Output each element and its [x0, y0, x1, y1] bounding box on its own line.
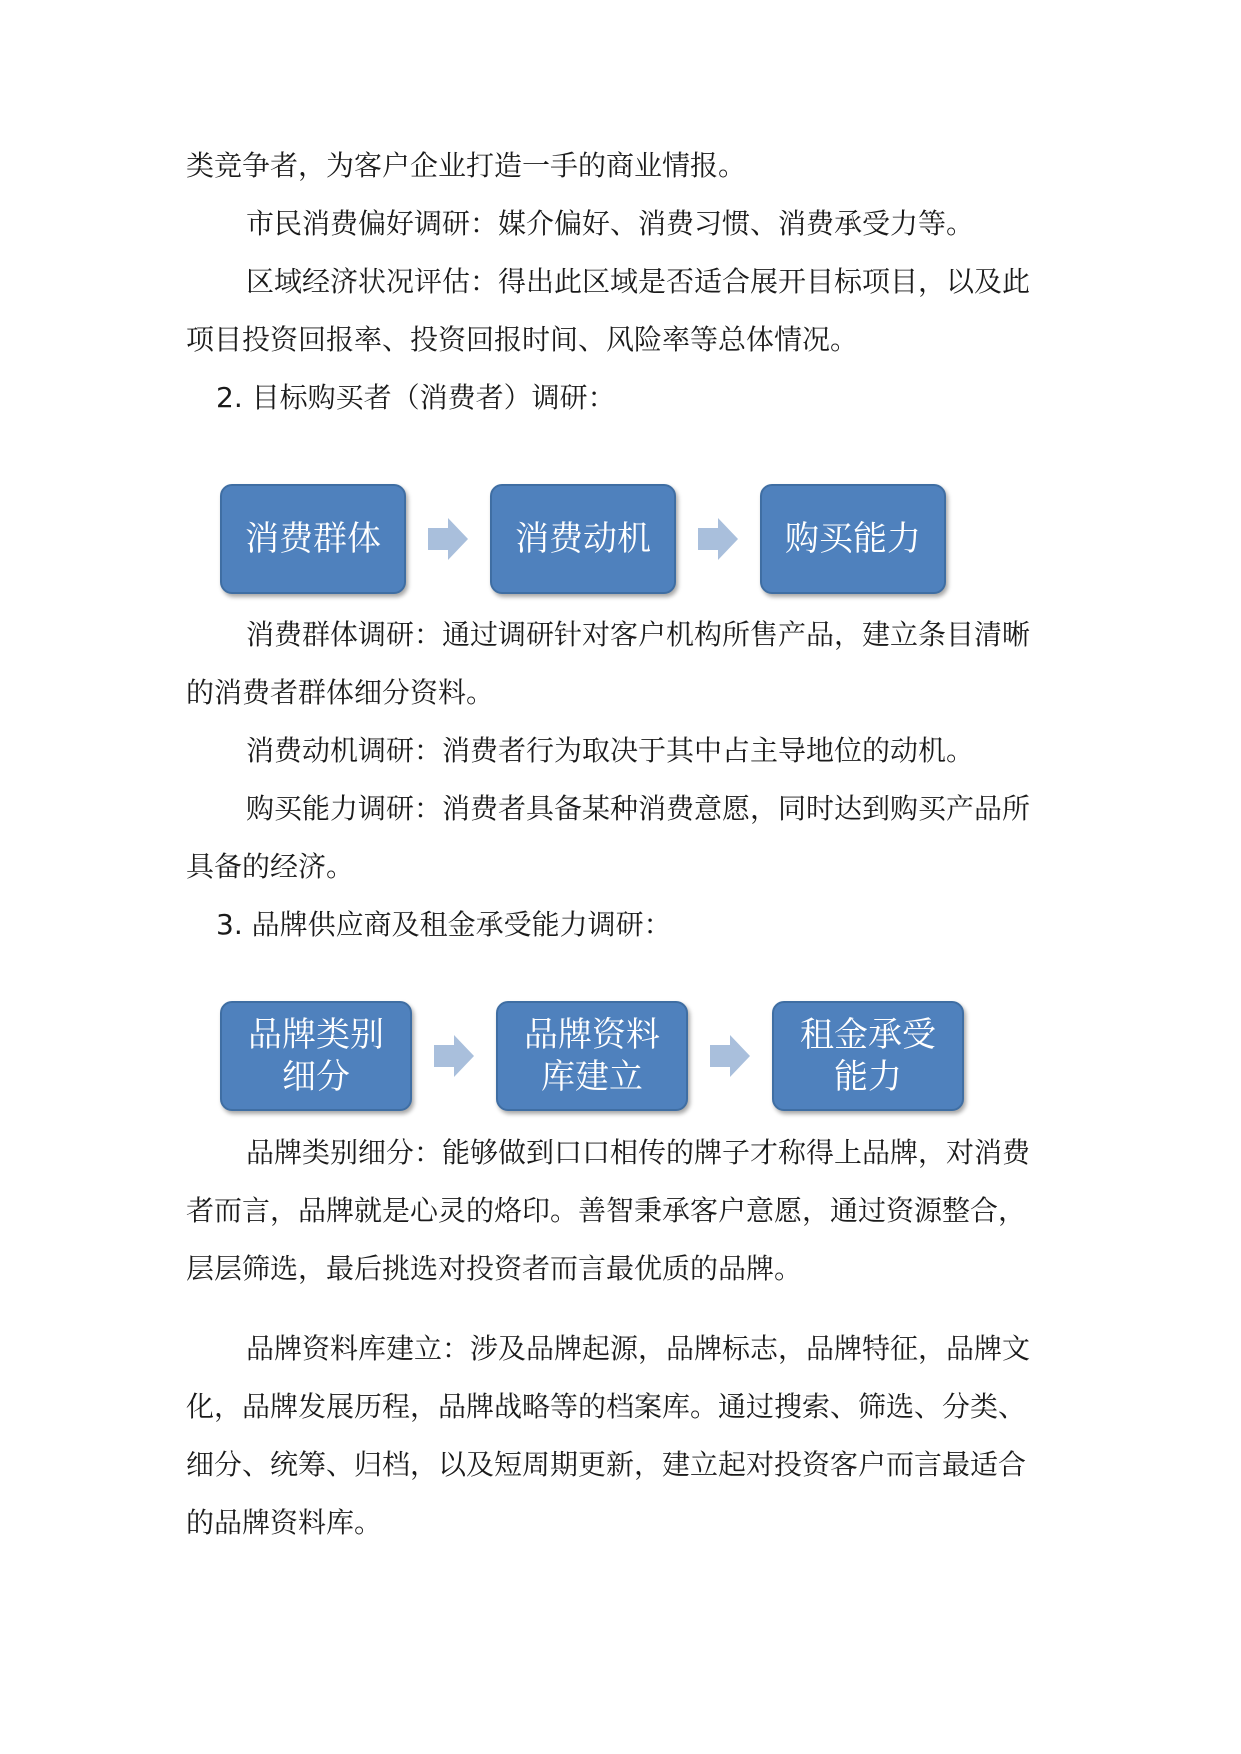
paragraph-brand-category-line2: 者而言，品牌就是心灵的烙印。善智秉承客户意愿，通过资源整合， — [186, 1194, 1027, 1227]
paragraph-brand-category-line3: 层层筛选，最后挑选对投资者而言最优质的品牌。 — [186, 1252, 803, 1285]
right-arrow-icon — [412, 1031, 496, 1081]
flow-step-brand-category: 品牌类别 细分 — [220, 1001, 412, 1111]
flow-step-brand-database: 品牌资料 库建立 — [496, 1001, 688, 1111]
paragraph-brand-category-line1: 品牌类别细分：能够做到口口相传的牌子才称得上品牌，对消费 — [246, 1136, 1031, 1169]
flow-step-consumer-group: 消费群体 — [220, 484, 406, 594]
paragraph-competitor-line: 类竞争者，为客户企业打造一手的商业情报。 — [186, 149, 747, 182]
flow-step-consumer-motive: 消费动机 — [490, 484, 676, 594]
paragraph-consumer-group-line1: 消费群体调研：通过调研针对客户机构所售产品，建立条目清晰 — [246, 618, 1031, 651]
paragraph-purchasing-power-line1: 购买能力调研：消费者具备某种消费意愿，同时达到购买产品所 — [246, 792, 1031, 825]
paragraph-brand-database-line1: 品牌资料库建立：涉及品牌起源，品牌标志，品牌特征，品牌文 — [246, 1332, 1031, 1365]
paragraph-brand-database-line4: 的品牌资料库。 — [186, 1506, 383, 1539]
right-arrow-icon — [688, 1031, 772, 1081]
flow-step-rent-affordability: 租金承受 能力 — [772, 1001, 964, 1111]
paragraph-regional-economy-line1: 区域经济状况评估：得出此区域是否适合展开目标项目，以及此 — [246, 265, 1031, 298]
right-arrow-icon — [406, 514, 490, 564]
flow-step-purchasing-power: 购买能力 — [760, 484, 946, 594]
paragraph-regional-economy-line2: 项目投资回报率、投资回报时间、风险率等总体情况。 — [186, 323, 859, 356]
paragraph-consumer-preference: 市民消费偏好调研：媒介偏好、消费习惯、消费承受力等。 — [246, 207, 975, 240]
paragraph-brand-database-line2: 化，品牌发展历程，品牌战略等的档案库。通过搜索、筛选、分类、 — [186, 1390, 1027, 1423]
section-heading-brand-suppliers: 3. 品牌供应商及租金承受能力调研： — [216, 908, 672, 941]
section-heading-target-buyers: 2. 目标购买者（消费者）调研： — [216, 381, 616, 414]
flow-diagram-consumer — [220, 484, 946, 594]
paragraph-consumer-motive: 消费动机调研：消费者行为取决于其中占主导地位的动机。 — [246, 734, 975, 767]
right-arrow-icon — [676, 514, 760, 564]
paragraph-consumer-group-line2: 的消费者群体细分资料。 — [186, 676, 495, 709]
flow-diagram-brand — [220, 1001, 964, 1111]
paragraph-brand-database-line3: 细分、统筹、归档，以及短周期更新，建立起对投资客户而言最适合 — [186, 1448, 1027, 1481]
paragraph-purchasing-power-line2: 具备的经济。 — [186, 850, 355, 883]
